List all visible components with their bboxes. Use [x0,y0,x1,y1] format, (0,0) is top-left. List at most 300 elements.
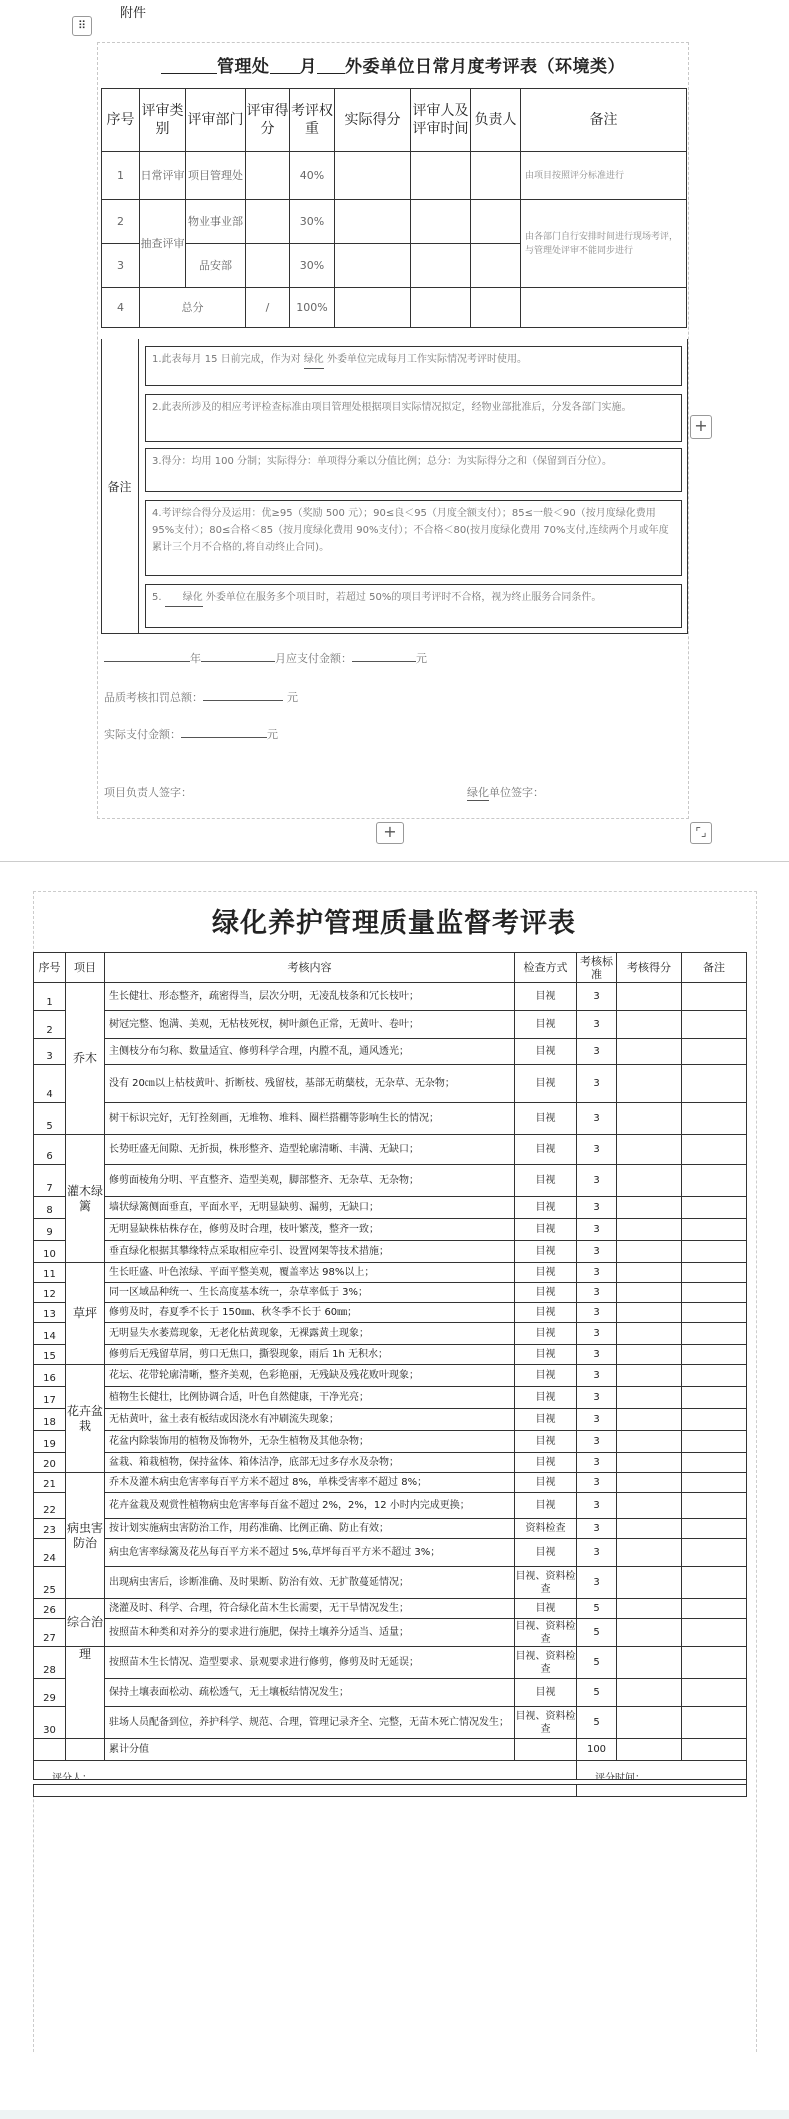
row3-weight: 30% [290,244,335,288]
title-part3: 外委单位日常月度考评表（环境类） [345,57,625,77]
row-seq: 17 [34,1387,66,1409]
row-seq: 16 [34,1365,66,1387]
t2-header-score: 考核得分 [617,953,682,983]
row-remark-cell[interactable] [682,1197,747,1219]
row-standard: 3 [577,1409,617,1431]
row-remark-cell[interactable] [682,1567,747,1599]
row-content: 树冠完整、饱满、美观，无枯枝死杈，树叶颜色正常，无黄叶、卷叶； [105,1011,515,1039]
row-seq: 28 [34,1647,66,1679]
row-score-cell[interactable] [617,1165,682,1197]
greening-quality-table [33,952,747,1797]
row4-remark-cell[interactable] [521,288,687,328]
page-separator [0,861,789,862]
row-method: 目视、资料检查 [515,1647,577,1679]
year-blank[interactable] [104,661,190,662]
row-standard: 3 [577,1197,617,1219]
table-row [34,1197,747,1219]
row-content: 花坛、花带轮廓清晰，整齐美观，色彩艳丽，无残缺及残花败叶现象； [105,1365,515,1387]
row-standard: 3 [577,1039,617,1065]
total-item-cell [66,1739,105,1761]
table-row [34,1241,747,1263]
row-seq: 29 [34,1679,66,1707]
row-seq: 14 [34,1323,66,1345]
row-content: 出现病虫害后，诊断准确、及时果断、防治有效、无扩散蔓延情况； [105,1567,515,1599]
row3-seq: 3 [102,244,140,288]
row-remark-cell[interactable] [682,1619,747,1647]
row-content: 按照苗木种类和对养分的要求进行施肥，保持土壤养分适当、适量； [105,1619,515,1647]
header-seq: 序号 [102,89,140,152]
t2-header-seq: 序号 [34,953,66,983]
row-method: 资料检查 [515,1519,577,1539]
row-seq: 10 [34,1241,66,1263]
row-content: 修剪及时，春夏季不长于 150㎜、秋冬季不长于 60㎜； [105,1303,515,1323]
t2-header-content: 考核内容 [105,953,515,983]
row-score-cell[interactable] [617,1539,682,1567]
row-score-cell[interactable] [617,1263,682,1283]
row-score-cell[interactable] [617,1567,682,1599]
row-method: 目视 [515,1365,577,1387]
header-reviewer: 评审人及评审时间 [411,89,471,152]
row4-total-label: 总分 [140,288,246,328]
row4-owner-cell[interactable] [471,288,521,328]
row-method: 目视 [515,1011,577,1039]
table-row [34,1303,747,1323]
row4-score: / [246,288,290,328]
note-5-text-b: 外委单位在服务多个项目时，若超过 50%的项目考评时不合格，视为终止服务合同条件。 [205,592,602,603]
payment-line [104,650,427,666]
row-seq: 15 [34,1345,66,1365]
row-category: 病虫害防治 [66,1473,105,1599]
row-remark-cell[interactable] [682,1453,747,1473]
row-seq: 9 [34,1219,66,1241]
row-seq: 11 [34,1263,66,1283]
title-blank-unit[interactable] [317,57,345,74]
row-remark-cell[interactable] [682,1519,747,1539]
row-remark-cell[interactable] [682,1431,747,1453]
row-content: 保持土壤表面松动、疏松透气，无土壤板结情况发生； [105,1679,515,1707]
row-standard: 3 [577,983,617,1011]
row-standard: 3 [577,1135,617,1165]
row-score-cell[interactable] [617,1431,682,1453]
row-content: 同一区域品种统一、生长高度基本统一，杂草率低于 3%； [105,1283,515,1303]
table-row [34,1519,747,1539]
row-score-cell[interactable] [617,1103,682,1135]
note-1-unit: 绿化 [304,351,324,369]
row-content: 修剪后无残留草屑，剪口无焦口，撕裂现象，雨后 1h 无积水； [105,1345,515,1365]
row-method: 目视 [515,1453,577,1473]
row-content: 墙状绿篱侧面垂直，平面水平，无明显缺剪、漏剪，无缺口； [105,1197,515,1219]
table-row [34,1345,747,1365]
row-score-cell[interactable] [617,1647,682,1679]
row-content: 植物生长健壮，比例协调合适，叶色自然健康，干净光亮； [105,1387,515,1409]
row-remark-cell[interactable] [682,1219,747,1241]
row-remark-cell[interactable] [682,1345,747,1365]
note-2: 2.此表所涉及的相应考评检查标准由项目管理处根据项目实际情况拟定，经物业部批准后，分发各部门实施。 [145,394,682,442]
header-remark: 备注 [521,89,687,152]
row-method: 目视 [515,1197,577,1219]
row4-weight: 100% [290,288,335,328]
row-method: 目视 [515,1219,577,1241]
row-seq: 3 [34,1039,66,1065]
row1-reviewer-cell[interactable] [411,152,471,200]
table-row [34,1065,747,1103]
actual-payment-line [104,726,278,742]
row-content: 乔木及灌木病虫危害率每百平方米不超过 8%，单株受害率不超过 8%； [105,1473,515,1493]
row3-score-cell[interactable] [246,244,290,288]
row-score-cell[interactable] [617,1387,682,1409]
note-4: 4.考评综合得分及运用：优≥95（奖励 500 元）；90≤良＜95（月度全额支付）；85≤一般＜90（按月度绿化费用 95%支付）；80≤合格＜85（按月度绿化费用 90%支付）；不合格＜80(按月度绿化费用 70%支付,连续两个月或年度累计三个月不合格的,将自动终止合同)。 [145,500,682,576]
row-standard: 3 [577,1473,617,1493]
attachment-label: 附件 [120,6,147,21]
t2-header-method: 检查方式 [515,953,577,983]
table-row [34,1473,747,1493]
row-standard: 3 [577,1345,617,1365]
t2-header-remark: 备注 [682,953,747,983]
row2-score-cell[interactable] [246,200,290,244]
table-row [34,1283,747,1303]
row-seq: 25 [34,1567,66,1599]
row2-owner-cell[interactable] [471,200,521,244]
table-row [34,1647,747,1679]
row-remark-cell[interactable] [682,1493,747,1519]
row-content: 病虫危害率绿篱及花丛每百平方米不超过 5%,草坪每百平方米不超过 3%； [105,1539,515,1567]
row-remark-cell[interactable] [682,1539,747,1567]
row-score-cell[interactable] [617,1135,682,1165]
row-remark-cell[interactable] [682,1065,747,1103]
table-row [34,1599,747,1619]
note-1 [145,346,682,386]
row-content: 无枯黄叶，盆土表有板结或因浇水有冲刷流失现象； [105,1409,515,1431]
row-content: 花卉盆栽及观赏性植物病虫危害率每百盆不超过 2%，2%，12 小时内完成更换； [105,1493,515,1519]
row-remark-cell[interactable] [682,1103,747,1135]
deduct-yuan: 元 [287,691,298,704]
add-row-button[interactable]: + [376,822,404,844]
row2-weight: 30% [290,200,335,244]
notes-label: 备注 [101,339,139,633]
row-score-cell[interactable] [617,1039,682,1065]
row-content: 无明显缺株枯株存在，修剪及时合理，枝叶繁茂，整齐一致； [105,1219,515,1241]
row-score-cell[interactable] [617,1219,682,1241]
title-blank-month[interactable] [270,57,300,74]
row-remark-cell[interactable] [682,983,747,1011]
row-method: 目视 [515,1431,577,1453]
row-score-cell[interactable] [617,1679,682,1707]
note-5-text-a: 5. [152,592,162,603]
header-dept: 评审部门 [186,89,246,152]
row1-score-cell[interactable] [246,152,290,200]
sign-unit-name: 绿化 [467,786,489,799]
row-remark-cell[interactable] [682,1263,747,1283]
row-score-cell[interactable] [617,1197,682,1219]
header-owner: 负责人 [471,89,521,152]
title-part2: 月 [299,57,317,77]
row-category: 草坪 [66,1263,105,1365]
row-seq: 7 [34,1165,66,1197]
total-label: 累计分值 [105,1739,515,1761]
row-content: 按计划实施病虫害防治工作，用药准确、比例正确、防止有效； [105,1519,515,1539]
row-category: 花卉盆栽 [66,1365,105,1473]
title-part1: 管理处 [217,57,270,77]
row-method: 目视、资料检查 [515,1620,576,1645]
note-5 [145,584,682,628]
row1-actual-cell[interactable] [335,152,411,200]
row-method: 目视 [515,1345,577,1365]
row2-category: 抽查评审 [140,200,186,288]
deduct-line [104,689,298,705]
row-content: 花盆内除装饰用的植物及饰物外，无杂生植物及其他杂物； [105,1431,515,1453]
row-method: 目视 [515,1263,577,1283]
row-content: 树干标识完好，无钉拴刻画，无堆物、堆料、圈栏搭棚等影响生长的情况； [105,1103,515,1135]
row-content: 生长健壮、形态整齐，疏密得当，层次分明，无凌乱枝条和冗长枝叶； [105,983,515,1011]
note-1-text-b: 外委单位完成每月工作实际情况考评时使用。 [327,354,527,365]
row-content: 盆栽、箱栽植物，保持盆体、箱体洁净，底部无过多存水及杂物； [105,1453,515,1473]
row-score-cell[interactable] [617,1619,682,1647]
row-content: 没有 20㎝以上枯枝黄叶、折断枝、残留枝，基部无萌蘖枝，无杂草、无杂物； [105,1065,515,1103]
row-method: 目视 [515,1539,577,1567]
row-score-cell[interactable] [617,1283,682,1303]
row-standard: 3 [577,1365,617,1387]
row-seq: 6 [34,1135,66,1165]
total-seq-cell [34,1739,66,1761]
row-score-cell[interactable] [617,983,682,1011]
table-row [34,1387,747,1409]
actual-amount-blank[interactable] [181,737,267,738]
row2-note: 由各部门自行安排时间进行现场考评，与管理处评审不能同步进行 [521,200,687,288]
row1-dept: 项目管理处 [186,152,246,200]
table2-title: 绿化养护管理质量监督考评表 [212,908,576,939]
sign-unit-label: 单位签字： [489,786,544,799]
row1-weight: 40% [290,152,335,200]
row-standard: 5 [577,1619,617,1647]
title-blank-office[interactable] [161,57,217,74]
actual-yuan: 元 [267,728,278,741]
table-row [34,1679,747,1707]
row-standard: 3 [577,1539,617,1567]
row2-seq: 2 [102,200,140,244]
actual-payment-label: 实际支付金额： [104,728,181,741]
t2-header-standard: 考核标准 [577,953,617,983]
row-content: 修剪面棱角分明、平直整齐、造型美观，脚部整齐、无杂草、无杂物； [105,1165,515,1197]
t2-header-item: 项目 [66,953,105,983]
row-method: 目视 [515,1303,577,1323]
table-row [34,1493,747,1519]
row-seq: 5 [34,1103,66,1135]
payment-yuan: 元 [416,652,427,665]
row-score-cell[interactable] [617,1065,682,1103]
table-row [34,1453,747,1473]
page-break-rule [33,1779,746,1785]
row-remark-cell[interactable] [682,1165,747,1197]
row-remark-cell[interactable] [682,1011,747,1039]
row-remark-cell[interactable] [682,1323,747,1345]
row-standard: 3 [577,1387,617,1409]
table-row [34,1263,747,1283]
row-remark-cell[interactable] [682,1039,747,1065]
row-standard: 3 [577,1011,617,1039]
row-score-cell[interactable] [617,1707,682,1739]
row4-actual-cell[interactable] [335,288,411,328]
row1-seq: 1 [102,152,140,200]
row-standard: 5 [577,1679,617,1707]
row-seq: 23 [34,1519,66,1539]
row-remark-cell[interactable] [682,1409,747,1431]
row-method: 目视 [515,1135,577,1165]
table1-title [100,52,686,77]
row-content: 驻场人员配备到位，养护科学、规范、合理，管理记录齐全、完整，无苗木死亡情况发生； [105,1707,515,1739]
row-score-cell[interactable] [617,1345,682,1365]
row-content: 无明显失水萎蔫现象，无老化枯黄现象，无裸露黄土现象； [105,1323,515,1345]
table-row [34,983,747,1011]
header-weight: 考评权重 [290,89,335,152]
row-remark-cell[interactable] [682,1365,747,1387]
bottom-bar [0,2110,789,2119]
row-standard: 3 [577,1453,617,1473]
row-remark-cell[interactable] [682,1599,747,1619]
row-category: 综合治 [66,1599,105,1647]
payment-amount-blank[interactable] [352,661,416,662]
table-row [34,1409,747,1431]
row-score-cell[interactable] [617,1323,682,1345]
row-remark-cell[interactable] [682,1283,747,1303]
row-score-cell[interactable] [617,1241,682,1263]
row-standard: 5 [577,1599,617,1619]
row-method: 目视 [515,983,577,1011]
row3-actual-cell[interactable] [335,244,411,288]
row-seq: 22 [34,1493,66,1519]
row-method: 目视 [515,1409,577,1431]
month-blank[interactable] [201,661,275,662]
total-remark-cell[interactable] [682,1739,747,1761]
row-seq: 13 [34,1303,66,1323]
month-payment-label: 月应支付金额： [275,652,352,665]
row-method: 目视 [515,1323,577,1345]
row-standard: 3 [577,1493,617,1519]
sign-project: 项目负责人签字： [104,786,192,799]
row1-owner-cell[interactable] [471,152,521,200]
resize-table-icon[interactable]: ⌜⌟ [690,822,712,844]
row2-dept: 物业事业部 [186,200,246,244]
table-row [34,1707,747,1739]
row-method: 目视 [515,1039,577,1065]
row-standard: 3 [577,1323,617,1345]
row-score-cell[interactable] [617,1409,682,1431]
note-5-unit: 绿化 [165,589,203,607]
row-score-cell[interactable] [617,1599,682,1619]
table-row [34,1365,747,1387]
table-row [34,1323,747,1345]
row-standard: 3 [577,1431,617,1453]
row-standard: 3 [577,1519,617,1539]
row-seq: 21 [34,1473,66,1493]
table-row [34,1135,747,1165]
sign-unit [467,784,544,801]
note-3: 3.得分：均用 100 分制；实际得分：单项得分乘以分值比例；总分：为实际得分之和（保留到百分位）。 [145,448,682,492]
table-row [34,1103,747,1135]
row-score-cell[interactable] [617,1365,682,1387]
row-seq: 4 [34,1065,66,1103]
row-seq: 30 [34,1707,66,1739]
row-score-cell[interactable] [617,1519,682,1539]
row-remark-cell[interactable] [682,1679,747,1707]
row-category: 理 [66,1647,105,1739]
row-standard: 3 [577,1065,617,1103]
note-1-text-a: 1.此表每月 15 日前完成，作为对 [152,354,301,365]
row-method: 目视 [515,1599,577,1619]
row-remark-cell[interactable] [682,1647,747,1679]
row3-owner-cell[interactable] [471,244,521,288]
row-standard: 3 [577,1241,617,1263]
table-row [34,1539,747,1567]
row-remark-cell[interactable] [682,1135,747,1165]
row-standard: 3 [577,1263,617,1283]
row-content: 主侧枝分布匀称、数量适宜、修剪科学合理，内膛不乱，通风透光； [105,1039,515,1065]
row-method: 目视 [515,1165,577,1197]
row-score-cell[interactable] [617,1473,682,1493]
row-method: 目视 [515,1065,577,1103]
total-method-cell [515,1739,577,1761]
row-content: 生长旺盛、叶色浓绿、平面平整美观，覆盖率达 98%以上； [105,1263,515,1283]
row-seq: 19 [34,1431,66,1453]
row-score-cell[interactable] [617,1011,682,1039]
row-standard: 5 [577,1707,617,1739]
row2-reviewer-cell[interactable] [411,200,471,244]
row-seq: 18 [34,1409,66,1431]
header-category: 评审类别 [140,89,186,152]
row-seq: 20 [34,1453,66,1473]
row-content: 浇灌及时、科学、合理，符合绿化苗木生长需要，无干旱情况发生； [105,1599,515,1619]
row-standard: 3 [577,1567,617,1599]
row-remark-cell[interactable] [682,1473,747,1493]
deduct-label: 品质考核扣罚总额： [104,691,203,704]
row-standard: 5 [577,1647,617,1679]
row-score-cell[interactable] [617,1493,682,1519]
add-column-button[interactable]: + [690,415,712,439]
row-seq: 27 [34,1619,66,1647]
table-row [34,1039,747,1065]
row-remark-cell[interactable] [682,1387,747,1409]
total-score-cell[interactable] [617,1739,682,1761]
row4-reviewer-cell[interactable] [411,288,471,328]
row-content: 按照苗木生长情况、造型要求、景观要求进行修剪，修剪及时无延误； [105,1647,515,1679]
row-method: 目视 [515,1283,577,1303]
row1-category: 日常评审 [140,152,186,200]
row-method: 目视 [515,1241,577,1263]
table-row [34,1165,747,1197]
row4-seq: 4 [102,288,140,328]
row-method: 目视 [515,1473,577,1493]
row3-dept: 品安部 [186,244,246,288]
row-content: 长势旺盛无间隙、无折损，株形整齐、造型轮廓清晰、丰满、无缺口； [105,1135,515,1165]
deduct-amount-blank[interactable] [203,700,283,701]
header-actual: 实际得分 [335,89,411,152]
row-remark-cell[interactable] [682,1241,747,1263]
row-score-cell[interactable] [617,1453,682,1473]
row3-reviewer-cell[interactable] [411,244,471,288]
table-row [34,1567,747,1599]
row-category: 乔木 [66,983,105,1135]
row-method: 目视 [515,1679,577,1707]
drag-handle-icon[interactable]: ⠿ [72,16,92,36]
total-value: 100 [577,1739,617,1761]
row-remark-cell[interactable] [682,1303,747,1323]
row-score-cell[interactable] [617,1303,682,1323]
row2-actual-cell[interactable] [335,200,411,244]
row-standard: 3 [577,1283,617,1303]
row-remark-cell[interactable] [682,1707,747,1739]
table-row [34,1219,747,1241]
row-seq: 1 [34,983,66,1011]
row-content: 垂直绿化根据其攀缘特点采取相应牵引、设置网架等技术措施； [105,1241,515,1263]
